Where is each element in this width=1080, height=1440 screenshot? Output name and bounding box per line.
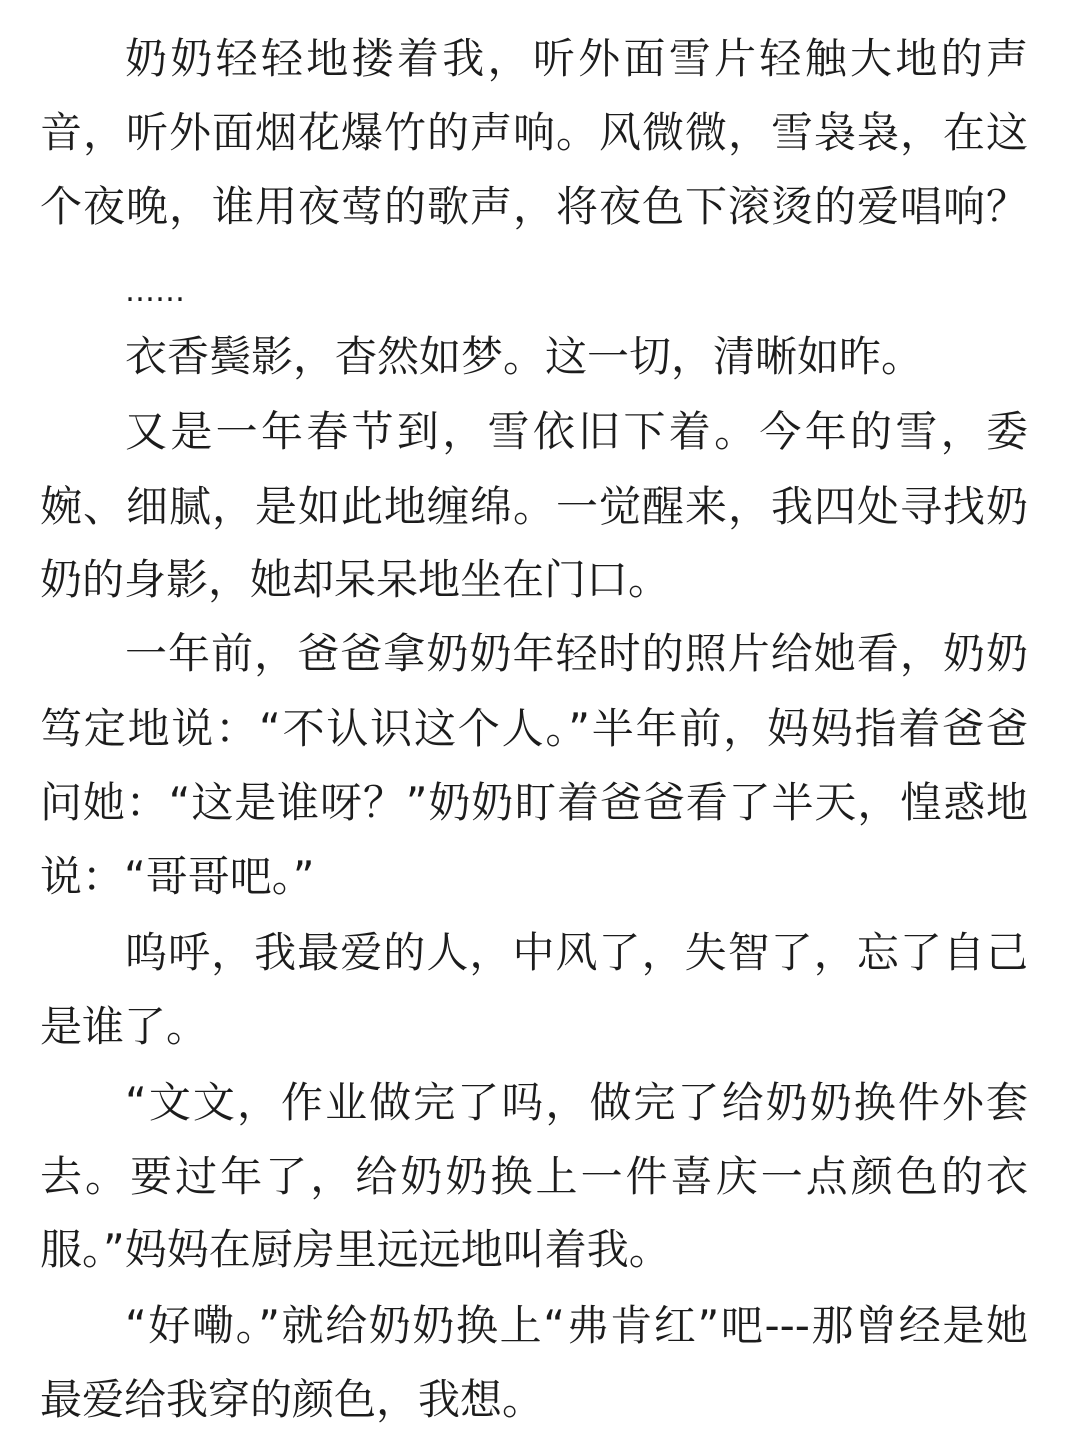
- text-line-7: 婉、细腻，是如此地缠绵。一觉醒来，我四处寻找奶: [40, 482, 1028, 531]
- text-line-10: 笃定地说：“不认识这个人。”半年前，妈妈指着爸爸: [40, 704, 1028, 753]
- text-line-14: 是谁了。: [40, 1002, 209, 1051]
- text-line-19: 最爱给我穿的颜色，我想。: [40, 1375, 545, 1424]
- text-line-3: 个夜晚，谁用夜莺的歌声，将夜色下滚烫的爱唱响？: [40, 182, 1028, 231]
- text-line-8: 奶的身影，她却呆呆地坐在门口。: [40, 555, 671, 604]
- text-line-12: 说：“哥哥吧。”: [40, 852, 315, 901]
- text-line-9: 一年前，爸爸拿奶奶年轻时的照片给她看，奶奶: [125, 629, 1028, 678]
- text-line-5: 衣香鬓影，杳然如梦。这一切，清晰如昨。: [125, 332, 924, 381]
- text-line-17: 服。”妈妈在厨房里远远地叫着我。: [40, 1225, 671, 1274]
- text-line-16: 去。要过年了，给奶奶换上一件喜庆一点颜色的衣: [40, 1152, 1028, 1201]
- ellipsis-line: ……: [125, 274, 185, 309]
- text-line-13: 呜呼，我最爱的人，中风了，失智了，忘了自己: [125, 928, 1028, 977]
- text-line-1: 奶奶轻轻地搂着我，听外面雪片轻触大地的声: [125, 34, 1028, 83]
- text-line-2: 音，听外面烟花爆竹的声响。风微微，雪袅袅，在这: [40, 108, 1028, 157]
- text-line-18: “好嘞。”就给奶奶换上“弗肯红”吧---那曾经是她: [125, 1301, 1028, 1350]
- text-line-11: 问她：“这是谁呀？”奶奶盯着爸爸看了半天，惶惑地: [40, 778, 1028, 827]
- text-line-15: “文文，作业做完了吗，做完了给奶奶换件外套: [125, 1078, 1028, 1127]
- text-line-6: 又是一年春节到，雪依旧下着。今年的雪，委: [125, 407, 1028, 456]
